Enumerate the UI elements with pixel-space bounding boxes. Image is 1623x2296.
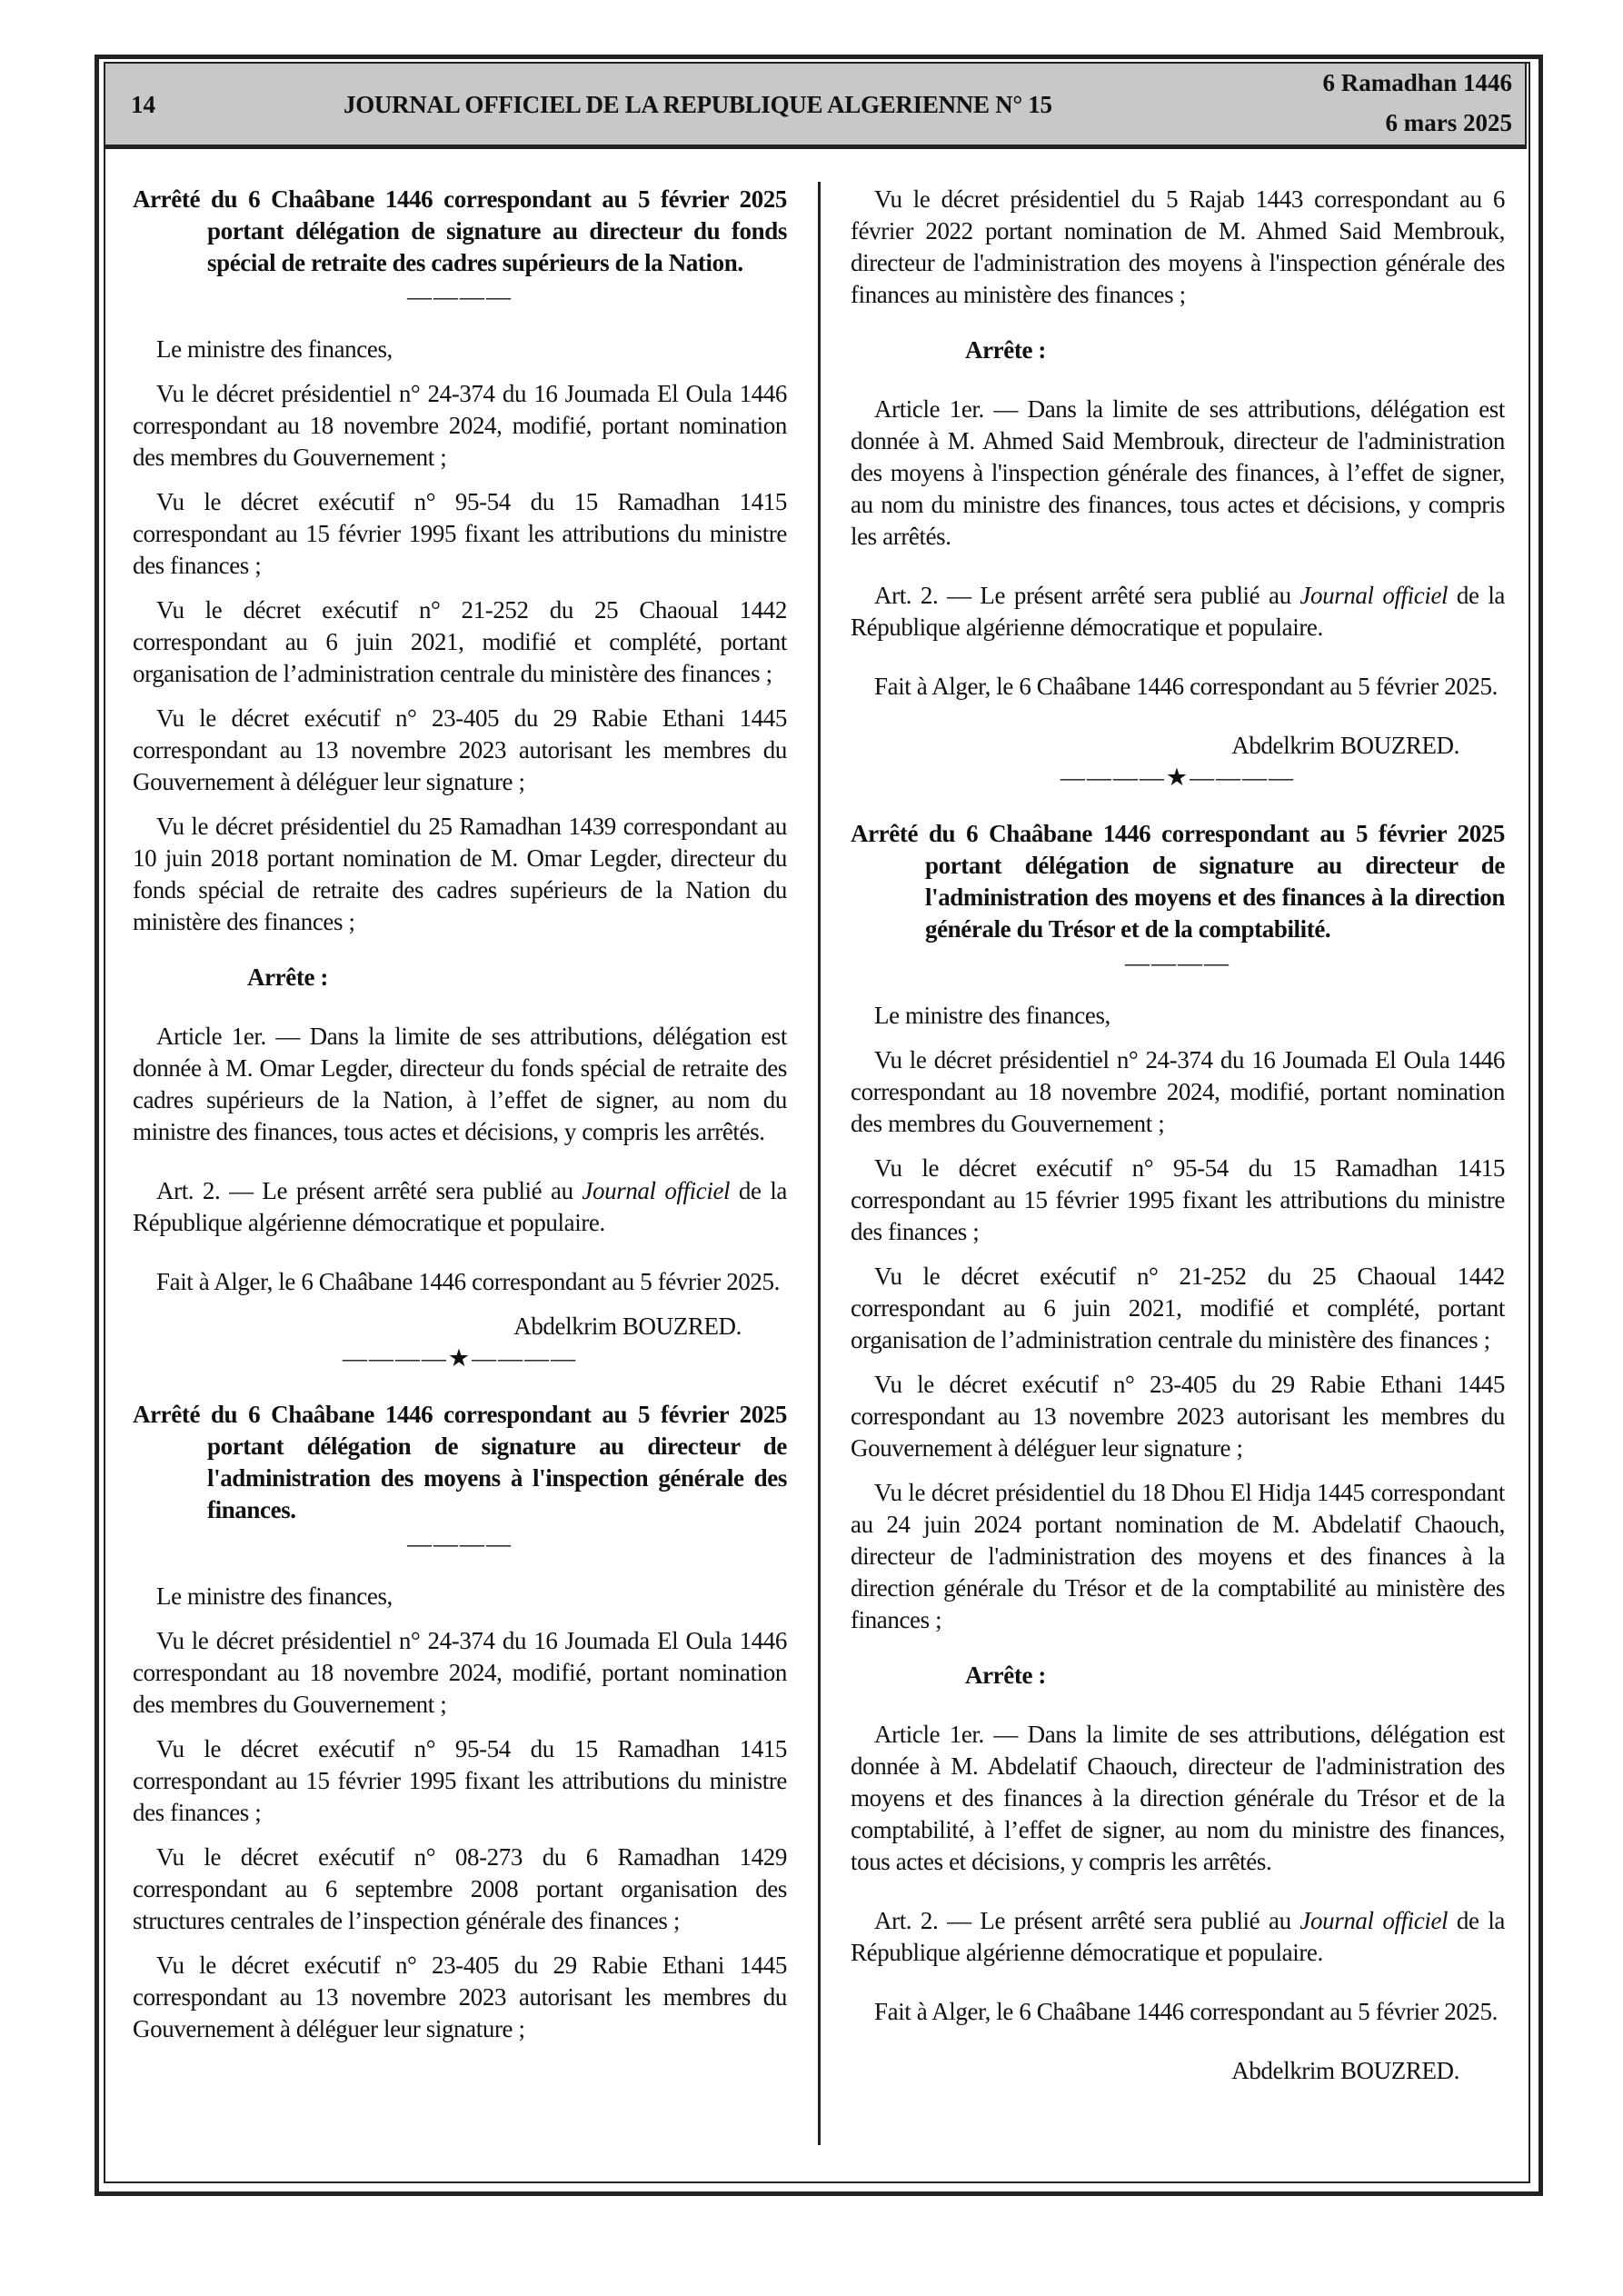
decree-title: Arrêté du 6 Chaâbane 1446 correspondant au 5 février 2025 portant délégation de signature au directeur de l'administration des moyens à l'inspection générale des finances. (133, 1401, 787, 1523)
arrete-heading: Arrête : (965, 336, 1046, 364)
signature: Abdelkrim BOUZRED. (1231, 732, 1459, 759)
gregorian-date: 6 mars 2025 (1385, 109, 1512, 136)
article-2-paragraph (851, 580, 1505, 644)
arrete-heading: Arrête : (247, 963, 328, 991)
paragraph-text: de la République algérienne démocratique et populaire. (851, 1907, 1505, 1966)
paragraph: Vu le décret exécutif n° 95-54 du 15 Ramadhan 1415 correspondant au 15 février 1995 fixant les attributions du ministre des finances ; (133, 1735, 787, 1826)
right-column (851, 184, 1505, 2089)
paragraph: Fait à Alger, le 6 Chaâbane 1446 correspondant au 5 février 2025. (874, 1998, 1498, 2025)
paragraph: Vu le décret exécutif n° 23-405 du 29 Rabie Ethani 1445 correspondant au 13 novembre 2023 autorisant les membres du Gouvernement à déléguer leur signature ; (851, 1371, 1505, 1462)
paragraph: Vu le décret présidentiel du 5 Rajab 1443 correspondant au 6 février 2022 portant nomination de M. Ahmed Said Membrouk, directeur de l'administration des moyens à l'inspection générale des finances au ministère des finances ; (851, 185, 1505, 308)
signature: Abdelkrim BOUZRED. (513, 1313, 742, 1340)
paragraph: Vu le décret exécutif n° 95-54 du 15 Ramadhan 1415 correspondant au 15 février 1995 fixant les attributions du ministre des finances ; (851, 1154, 1505, 1245)
column-divider (818, 182, 821, 2145)
journal-officiel-italic: Journal officiel (1299, 582, 1449, 609)
paragraph: Vu le décret présidentiel n° 24-374 du 16 Joumada El Oula 1446 correspondant au 18 novembre 2024, modifié, portant nomination des membres du Gouvernement ; (851, 1046, 1505, 1137)
paragraph: Vu le décret exécutif n° 23-405 du 29 Rabie Ethani 1445 correspondant au 13 novembre 2023 autorisant les membres du Gouvernement à déléguer leur signature ; (133, 704, 787, 795)
paragraph: Fait à Alger, le 6 Chaâbane 1446 correspondant au 5 février 2025. (156, 1268, 780, 1295)
journal-header (104, 62, 1527, 149)
short-separator: ———— (1125, 949, 1230, 976)
hijri-date: 6 Ramadhan 1446 (1322, 69, 1512, 96)
paragraph: Vu le décret exécutif n° 23-405 du 29 Rabie Ethani 1445 correspondant au 13 novembre 2023 autorisant les membres du Gouvernement à déléguer leur signature ; (133, 1952, 787, 2042)
paragraph: Vu le décret exécutif n° 21-252 du 25 Chaoual 1442 correspondant au 6 juin 2021, modifié et complété, portant organisation de l’administration centrale du ministère des finances ; (133, 596, 787, 687)
short-separator: ———— (407, 283, 513, 310)
paragraph-text: de la République algérienne démocratique et populaire. (851, 582, 1505, 641)
paragraph: Vu le décret présidentiel n° 24-374 du 16 Joumada El Oula 1446 correspondant au 18 novembre 2024, modifié, portant nomination des membres du Gouvernement ; (133, 1627, 787, 1718)
paragraph-text: Art. 2. — Le présent arrêté sera publié au (874, 1907, 1300, 1934)
decree-title: Arrêté du 6 Chaâbane 1446 correspondant au 5 février 2025 portant délégation de signature au directeur du fonds spécial de retraite des cadres supérieurs de la Nation. (133, 185, 787, 276)
journal-officiel-italic: Journal officiel (1299, 1907, 1449, 1934)
paragraph: Vu le décret exécutif n° 08-273 du 6 Ramadhan 1429 correspondant au 6 septembre 2008 portant organisation des structures centrales de l’inspection générale des finances ; (133, 1843, 787, 1934)
paragraph: Le ministre des finances, (156, 1582, 393, 1610)
decree-title: Arrêté du 6 Chaâbane 1446 correspondant au 5 février 2025 portant délégation de signature au directeur de l'administration des moyens et des finances à la direction générale du Trésor et de la comptabilité. (851, 820, 1505, 943)
paragraph: Vu le décret exécutif n° 21-252 du 25 Chaoual 1442 correspondant au 6 juin 2021, modifié et complété, portant organisation de l’administration centrale du ministère des finances ; (851, 1263, 1505, 1353)
paragraph: Fait à Alger, le 6 Chaâbane 1446 correspondant au 5 février 2025. (874, 673, 1498, 700)
paragraph: Article 1er. — Dans la limite de ses attributions, délégation est donnée à M. Ahmed Said Membrouk, directeur de l'administration des moyens à l'inspection générale des finances, à l’effet de signer, au nom du ministre des finances, tous actes et décisions, y compris les arrêtés. (851, 395, 1505, 550)
paragraph-text: Art. 2. — Le présent arrêté sera publié au (156, 1177, 582, 1204)
star-separator: ————★———— (1060, 764, 1296, 791)
paragraph: Le ministre des finances, (874, 1002, 1110, 1029)
journal-officiel-italic: Journal officiel (582, 1177, 731, 1204)
paragraph-text: de la République algérienne démocratique et populaire. (133, 1177, 787, 1236)
paragraph: Vu le décret présidentiel du 18 Dhou El Hidja 1445 correspondant au 24 juin 2024 portant nomination de M. Abdelatif Chaouch, directeur de l'administration des moyens et des finances à la direction générale du Trésor et de la comptabilité au ministère des finances ; (851, 1479, 1505, 1633)
journal-title: JOURNAL OFFICIEL DE LA REPUBLIQUE ALGERIENNE N° 15 (344, 91, 1052, 118)
signature: Abdelkrim BOUZRED. (1231, 2057, 1459, 2084)
short-separator: ———— (407, 1530, 513, 1557)
article-2-paragraph (851, 1905, 1505, 1969)
paragraph: Vu le décret exécutif n° 95-54 du 15 Ramadhan 1415 correspondant au 15 février 1995 fixant les attributions du ministre des finances ; (133, 488, 787, 579)
paragraph: Vu le décret présidentiel du 25 Ramadhan 1439 correspondant au 10 juin 2018 portant nomination de M. Omar Legder, directeur du fonds spécial de retraite des cadres supérieurs de la Nation du ministère des finances ; (133, 813, 787, 935)
page-number: 14 (131, 91, 155, 118)
paragraph: Vu le décret présidentiel n° 24-374 du 16 Joumada El Oula 1446 correspondant au 18 novembre 2024, modifié, portant nomination des membres du Gouvernement ; (133, 380, 787, 471)
star-separator: ————★———— (342, 1344, 578, 1372)
paragraph: Article 1er. — Dans la limite de ses attributions, délégation est donnée à M. Omar Legder, directeur du fonds spécial de retraite des cadres supérieurs de la Nation, à l’effet de signer, au nom du ministre des finances, tous actes et décisions, y compris les arrêtés. (133, 1023, 787, 1145)
paragraph: Article 1er. — Dans la limite de ses attributions, délégation est donnée à M. Abdelatif Chaouch, directeur de l'administration des moyens et des finances à la direction générale du Trésor et de la comptabilité, à l’effet de signer, au nom du ministre des finances, tous actes et décisions, y compris les arrêtés. (851, 1721, 1505, 1875)
left-column (133, 184, 787, 2058)
arrete-heading: Arrête : (965, 1662, 1046, 1689)
article-2-paragraph (133, 1175, 787, 1239)
paragraph-text: Art. 2. — Le présent arrêté sera publié au (874, 582, 1300, 609)
paragraph: Le ministre des finances, (156, 335, 393, 363)
